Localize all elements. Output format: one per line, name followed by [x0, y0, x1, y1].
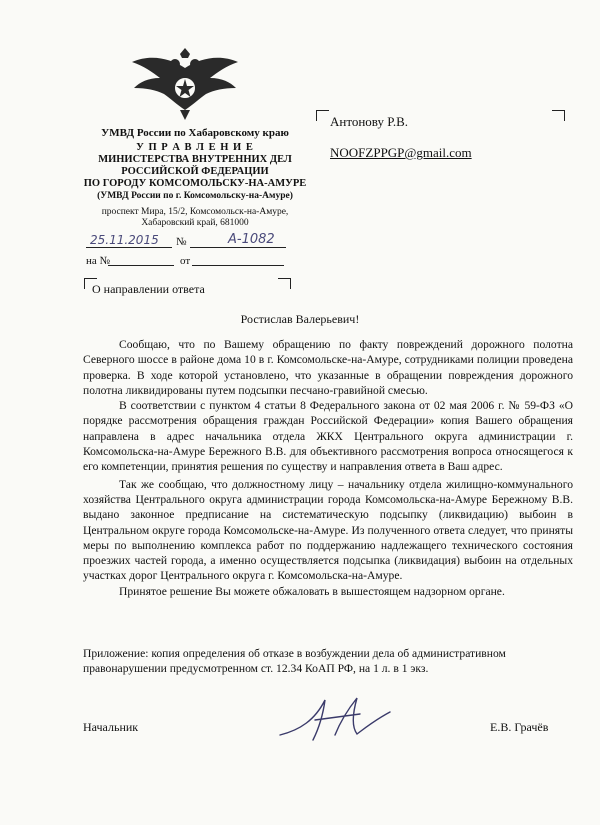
paragraph-2: В соответствии с пунктом 4 статьи 8 Федерального закона от 02 мая 2006 г. № 59-ФЗ «О порядке рассмотрения обращения граждан Российской Федерации» копия Вашего обращения направлена в адрес начальника отдела ЖКХ Центрального округа администрации г. Комсомольска-на-Амуре Бережного В.В. для объективного рассмотрения вопроса относящегося к его компетенции, принятия решения по существу и направления ответа в Ваш адрес.: [83, 399, 573, 474]
ref-date-underline: [192, 265, 284, 266]
ref-prefix: на №: [86, 255, 111, 267]
umvd-line: УМВД России по Хабаровскому краю: [101, 127, 289, 139]
recipient-bracket-right: [552, 110, 565, 121]
recipient-bracket-left: [316, 110, 329, 121]
address-line-2: Хабаровский край, 681000: [141, 218, 249, 228]
date-underline: [86, 247, 172, 248]
attachment-note: Приложение: копия определения об отказе в возбуждении дела об административном правонарушении предусмотренном ст. 12.34 КоАП РФ, на 1 л. в 1 экз.: [83, 647, 506, 675]
paragraph-3: Так же сообщаю, что должностному лицу – начальнику отдела жилищно-коммунального хозяйства Центрального округа администрации города Комсомольска-на-Амуре Бережному В.В. выдано законное предписание на систематическую подсыпку (ликвидацию) выбоин в Центральном округе города Комсомольске-на-Амуре. Из полученного ответа следует, что приняты меры по выполнению комплекса работ по поддержанию надлежащего технического состояния проезжих частей города, а именно осуществляется подсыпка (ликвидация) выбоин на отдельных участках дорог Центрального округа г. Комсомольска-на-Амуре.: [83, 477, 573, 583]
recipient-name: Антонову Р.В.: [330, 114, 409, 129]
org-line-4: ПО ГОРОДУ КОМСОМОЛЬСКУ-НА-АМУРЕ: [83, 178, 307, 189]
paragraph-1: Сообщаю, что по Вашему обращению по факту повреждений дорожного полотна Северного шоссе в районе дома 10 в г. Комсомольске-на-Амуре, сотрудниками полиции проведена проверка. В ходе которой установлено, что указанные в обращении повреждения дорожного полотна ликвидированы путем подсыпки песчано-гравийной смесью.: [83, 338, 573, 397]
handwritten-signature-icon: [275, 690, 395, 750]
subject-line: О направлении ответа: [92, 282, 205, 296]
eagle-emblem-icon: [130, 48, 240, 120]
ref-from-label: от: [180, 255, 191, 267]
salutation: Ростислав Валерьевич!: [240, 312, 360, 326]
org-line-1: У П Р А В Л Е Н И Е: [136, 142, 254, 153]
org-line-5: (УМВД России по г. Комсомольску-на-Амуре): [97, 191, 293, 201]
address-line-1: проспект Мира, 15/2, Комсомольск-на-Амуре,: [101, 207, 289, 217]
number-underline: [190, 247, 286, 248]
paragraph-4: Принятое решение Вы можете обжаловать в вышестоящем надзорном органе.: [119, 584, 505, 598]
recipient-email: NOOFZPPGP@gmail.com: [330, 145, 472, 160]
org-line-2: МИНИСТЕРСТВА ВНУТРЕННИХ ДЕЛ: [98, 154, 292, 165]
signature-name: Е.В. Грачёв: [490, 720, 549, 734]
signature-position: Начальник: [83, 720, 139, 734]
ref-number-underline: [108, 265, 174, 266]
org-line-3: РОССИЙСКОЙ ФЕДЕРАЦИИ: [121, 166, 269, 177]
number-handwritten: А-1082: [228, 232, 275, 247]
number-label: №: [176, 236, 187, 248]
subject-bracket-right: [278, 278, 291, 289]
letter-body: [83, 337, 573, 599]
date-handwritten: 25.11.2015: [90, 233, 159, 247]
